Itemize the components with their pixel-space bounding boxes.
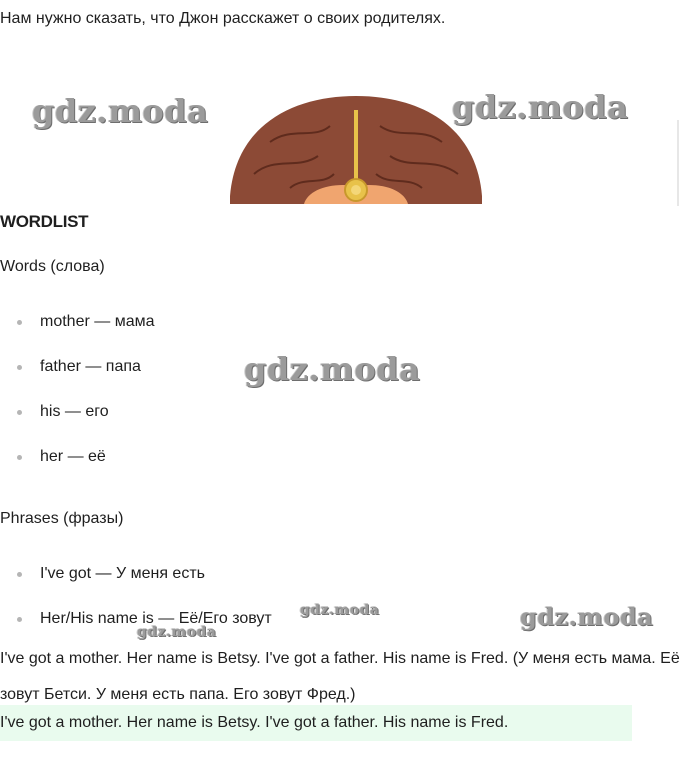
- watermark: gdz.moda: [137, 624, 217, 640]
- answer-highlight: [0, 705, 632, 741]
- list-item: Her/His name is — Её/Его зовут: [0, 608, 272, 653]
- bullet-icon: [17, 410, 22, 415]
- watermark: gdz.moda: [452, 88, 629, 126]
- words-list: [0, 311, 154, 491]
- bullet-icon: [17, 572, 22, 577]
- bullet-icon: [17, 617, 22, 622]
- girl-head-illustration: [230, 96, 482, 204]
- watermark: gdz.moda: [300, 602, 380, 618]
- bullet-icon: [17, 365, 22, 370]
- divider-line: [677, 120, 679, 206]
- example-text: I've got a mother. Her name is Betsy. I've got a father. His name is Fred. (У меня есть мама. Её зовут Бетси. У меня есть папа. Его зовут Фред.): [0, 650, 680, 703]
- intro-text: Нам нужно сказать, что Джон расскажет о своих родителях.: [0, 10, 446, 27]
- list-item: I've got — У меня есть: [0, 563, 272, 608]
- list-item: her — её: [0, 446, 154, 491]
- phrases-list: [0, 563, 272, 653]
- watermark: gdz.moda: [520, 602, 654, 631]
- list-item: his — его: [0, 401, 154, 446]
- bullet-icon: [17, 320, 22, 325]
- bullet-icon: [17, 455, 22, 460]
- watermark: gdz.moda: [32, 92, 209, 130]
- list-item: mother — мама: [0, 311, 154, 356]
- wordlist-heading: WORDLIST: [0, 212, 89, 231]
- list-item: father — папа: [0, 356, 154, 401]
- answer-text: I've got a mother. Her name is Betsy. I've got a father. His name is Fred.: [0, 714, 509, 731]
- watermark: gdz.moda: [244, 350, 421, 388]
- words-title: Words (слова): [0, 258, 105, 275]
- phrases-title: Phrases (фразы): [0, 510, 124, 527]
